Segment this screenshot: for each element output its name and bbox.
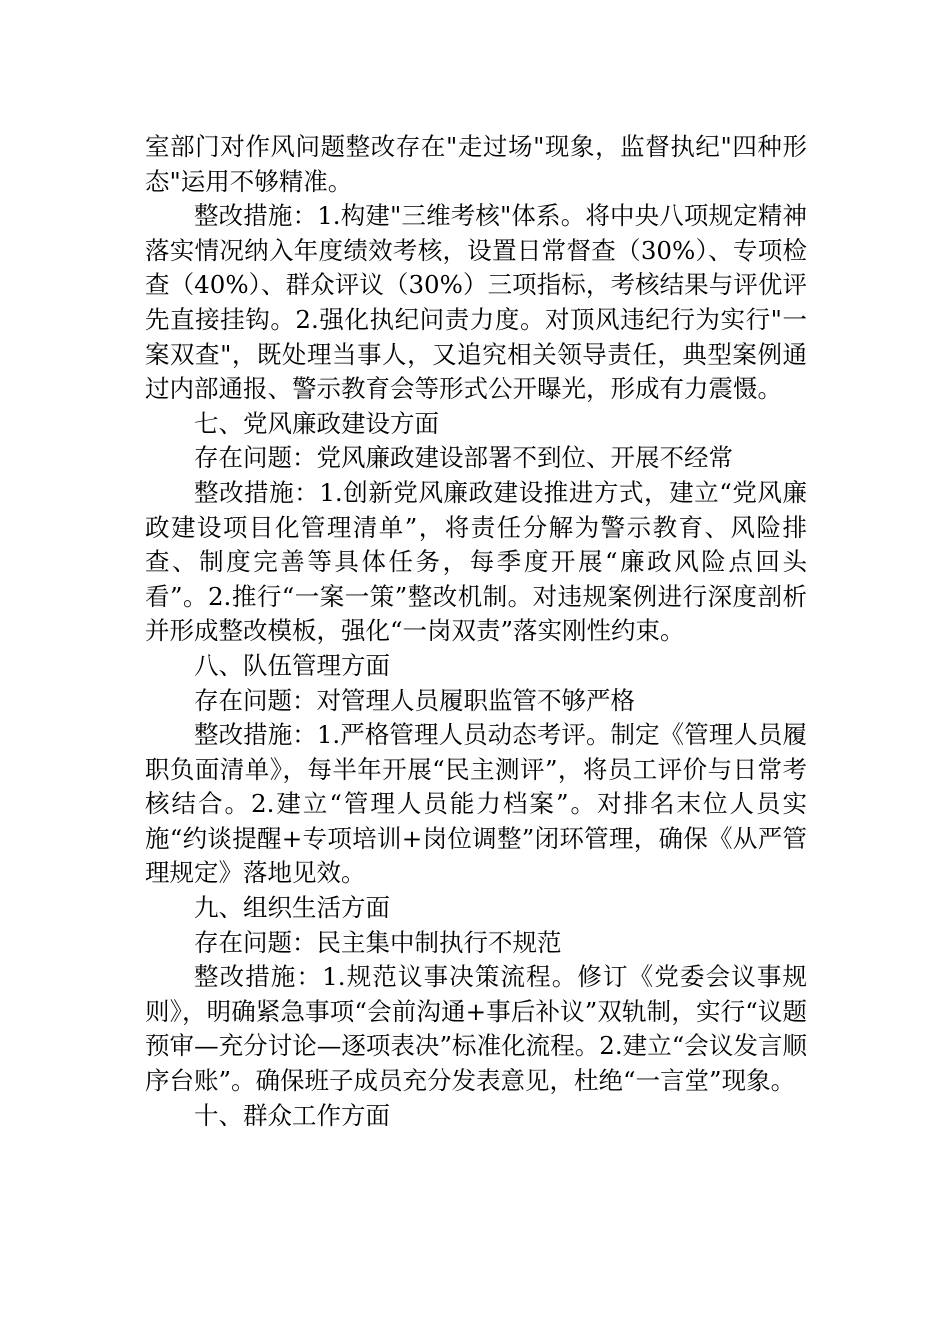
paragraph-rectification-measures-8: 整改措施：1.严格管理人员动态考评。制定《管理人员履职负面清单》，每半年开展“民主测评”，将员工评价与日常考核结合。2.建立“管理人员能力档案”。对排名末位人员实施“约谈提醒+专项培训+岗位调整”闭环管理，确保《从严管理规定》落地见效。	[145, 720, 807, 888]
paragraph-rectification-measures-9: 整改措施：1.规范议事决策流程。修订《党委会议事规则》，明确紧急事项“会前沟通+事后补议”双轨制，实行“议题预审—充分讨论—逐项表决”标准化流程。2.建立“会议发言顺序台账”。确保班子成员充分发表意见，杜绝“一言堂”现象。	[145, 962, 807, 1096]
document-page	[145, 130, 807, 1133]
paragraph-rectification-measures-6: 整改措施：1.构建"三维考核"体系。将中央八项规定精神落实情况纳入年度绩效考核，设置日常督查（30%）、专项检查（40%）、群众评议（30%）三项指标，考核结果与评优评先直接挂钩。2.强化执纪问责力度。对顶风违纪行为实行"一案双查"，既处理当事人，又追究相关领导责任，典型案例通过内部通报、警示教育会等形式公开曝光，形成有力震慑。	[145, 201, 807, 404]
paragraph-problem-9: 存在问题：民主集中制执行不规范	[194, 927, 562, 957]
paragraph-rectification-measures-7: 整改措施：1.创新党风廉政建设推进方式，建立“党风廉政建设项目化管理清单”，将责任分解为警示教育、风险排查、制度完善等具体任务，每季度开展“廉政风险点回头看”。2.推行“一案一策”整改机制。对违规案例进行深度剖析并形成整改模板，强化“一岗双责”落实刚性约束。	[145, 477, 807, 646]
section-heading-10: 十、群众工作方面	[194, 1100, 390, 1130]
paragraph-problem-8: 存在问题：对管理人员履职监管不够严格	[194, 685, 635, 715]
paragraph-continuation: 室部门对作风问题整改存在"走过场"现象，监督执纪"四种形态"运用不够精准。	[145, 132, 807, 196]
paragraph-problem-7: 存在问题：党风廉政建设部署不到位、开展不经常	[194, 443, 733, 473]
section-heading-7: 七、党风廉政建设方面	[194, 408, 439, 438]
section-heading-9: 九、组织生活方面	[194, 893, 390, 923]
section-heading-8: 八、队伍管理方面	[194, 650, 390, 680]
